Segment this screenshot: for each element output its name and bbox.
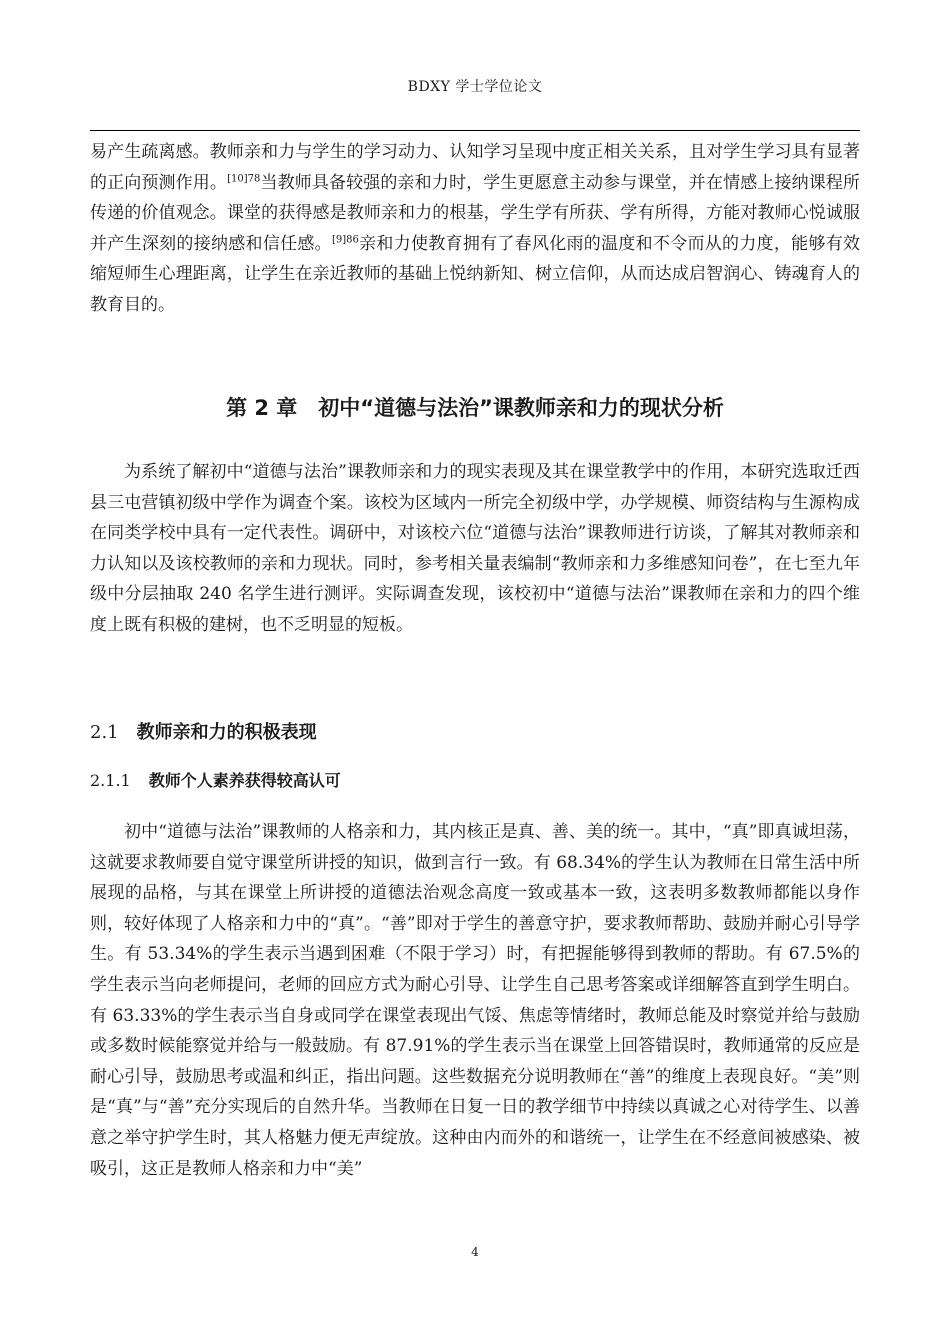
subsection-heading [90,768,341,791]
page-number: 4 [471,1245,479,1259]
running-header: BDXY 学士学位论文 [407,79,543,95]
citation-marker: [10]78 [227,172,261,184]
paragraph-text: 易产生疏离感。教师亲和力与学生的学习动力、认知学习呈现中度正相关关系，且对学生学习具有显著的正向预测作用。 [90,142,860,193]
citation-marker: [9]86 [331,234,359,246]
paragraph-text: 亲和力使教育拥有了春风化雨的温度和不令而从的力度，能够有效缩短师生心理距离，让学生在亲近教师的基础上悦纳新知、树立信仰，从而达成启智润心、铸魂育人的教育目的。 [90,233,861,315]
header-rule [90,130,860,131]
continued-paragraph [90,137,860,321]
subsection-title: 教师个人素养获得较高认可 [148,771,341,790]
paragraph-text: 当教师具备较强的亲和力时，学生更愿意主动参与课堂，并在情感上接纳课程所传递的价值观念。课堂的获得感是教师亲和力的根基，学生学有所获、学有所得，方能对教师心悦诚服并产生深刻的接纳感和信任感。 [90,172,861,254]
chapter-title: 第 2 章 初中“道德与法治”课教师亲和力的现状分析 [226,396,724,420]
subsection-number: 2.1.1 [90,771,131,790]
section-number: 2.1 [90,722,119,743]
section-title: 教师亲和力的积极表现 [136,722,317,743]
subsection-paragraph: 初中“道德与法治”课教师的人格亲和力，其内核正是真、善、美的统一。其中，“真”即真诚坦荡，这就要求教师要自觉守课堂所讲授的知识，做到言行一致。有 68.34%的学生认为教师在日常生活中所展现的品格，与其在课堂上所讲授的道德法治观念高度一致或基本一致，这表明多数教师都能以身作则，较好体现了人格亲和力中的“真”。“善”即对于学生的善意守护，要求教师帮助、鼓励并耐心引导学生。有 53.34%的学生表示当遇到困难（不限于学习）时，有把握能够得到教师的帮助。有 67.5%的学生表示当向老师提问，老师的回应方式为耐心引导、让学生自己思考答案或详细解答直到学生明白。有 63.33%的学生表示当自身或同学在课堂表现出气馁、焦虑等情绪时，教师总能及时察觉并给与鼓励或多数时候能察觉并给与一般鼓励。有 87.91%的学生表示当在课堂上回答错误时，教师通常的反应是耐心引导，鼓励思考或温和纠正，指出问题。这些数据充分说明教师在“善”的维度上表现良好。“美”则是“真”与“善”充分实现后的自然升华。当教师在日复一日的教学细节中持续以真诚之心对待学生、以善意之举守护学生时，其人格魅力便无声绽放。这种由内而外的和谐统一，让学生在不经意间被感染、被吸引，这正是教师人格亲和力中“美” [90,822,860,1179]
section-heading [90,718,317,744]
chapter-intro-paragraph: 为系统了解初中“道德与法治”课教师亲和力的现实表现及其在课堂教学中的作用，本研究选取迁西县三屯营镇初级中学作为调查个案。该校为区域内一所完全初级中学，办学规模、师资结构与生源构成在同类学校中具有一定代表性。调研中，对该校六位“道德与法治”课教师进行访谈，了解其对教师亲和力认知以及该校教师的亲和力现状。同时，参考相关量表编制“教师亲和力多维感知问卷”，在七至九年级中分层抽取 240 名学生进行测评。实际调查发现，该校初中“道德与法治”课教师在亲和力的四个维度上既有积极的建树，也不乏明显的短板。 [90,462,860,635]
